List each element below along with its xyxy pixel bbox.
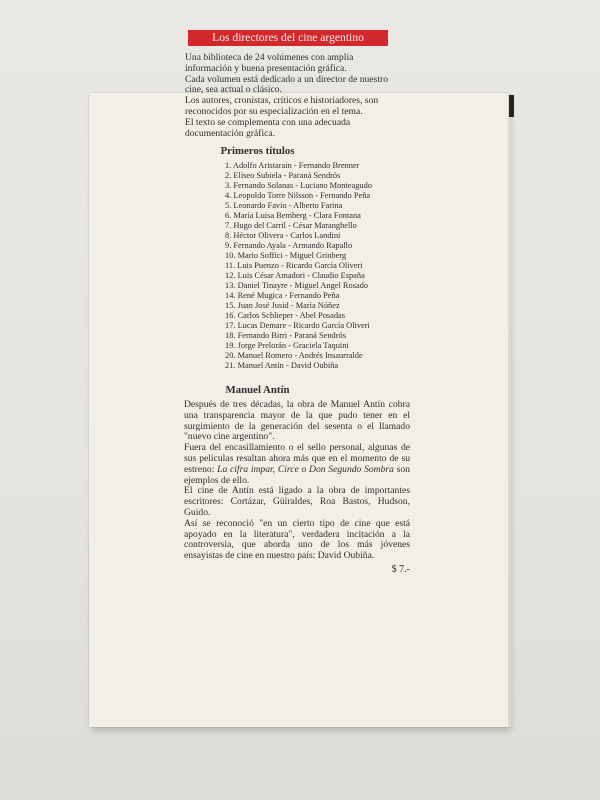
title-item: 9. Fernando Ayala - Armando Rapallo	[225, 241, 353, 251]
title-item: 16. Carlos Schlieper - Abel Posadas	[225, 311, 346, 321]
title-item: 14. René Mugica - Fernando Peña	[225, 291, 340, 301]
title-item: 20. Manuel Romero - Andrés Insaurralde	[225, 351, 363, 361]
body-paragraph: El cine de Antín está ligado a la obra de importantes escritores: Cortázar, Güiraldes, Roa Bastos, Hudson, Guido.	[184, 485, 410, 518]
title-item: 6. María Luisa Bemberg - Clara Fontana	[225, 211, 361, 221]
spine-mark	[509, 95, 514, 117]
intro-text	[185, 53, 400, 139]
title-item: 17. Lucas Demare - Ricardo García Oliveri	[225, 321, 370, 331]
title-item: 1. Adolfo Aristarain - Fernando Brenner	[225, 161, 360, 171]
body-paragraph: Así se reconoció "en un cierto tipo de cine que está apoyado en la literatura", verdadera incitación a la controversia, que aborda uno de los más jóvenes ensayistas de cine en nuestro país: David Oubiña.	[184, 517, 410, 562]
film-titles: La cifra impar, Circe o Don Segundo Sombra	[217, 463, 394, 475]
title-item: 18. Fernando Birri - Paraná Sendrós	[225, 331, 346, 341]
intro-paragraph: Cada volumen está dedicado a un director de nuestro cine, sea actual o clásico.	[185, 73, 388, 96]
body-paragraph: Después de tres décadas, la obra de Manuel Antín cobra una transparencia mayor de la que pudo tener en el surgimiento de la generación del sesenta o el llamado "nuevo cine argentino".	[184, 398, 410, 443]
title-item: 13. Daniel Tinayre - Miguel Angel Rosado	[225, 281, 369, 291]
title-item: 11. Luis Puenzo - Ricardo García Oliveri	[225, 261, 363, 271]
title-item: 2. Eliseo Subiela - Paraná Sendrós	[225, 171, 341, 181]
title-item: 7. Hugo del Carril - César Maranghello	[225, 221, 357, 231]
body-text-span: son ejemplos de ello.	[184, 463, 410, 486]
body-text-span: Fuera del encasillamiento o el sello personal, algunas de sus películas resaltan ahora más que en el momento de su estreno:	[184, 442, 410, 475]
intro-paragraph: Los autores, cronistas, críticos e historiadores, son reconocidos por su especialización en el tema.	[185, 95, 379, 117]
title-item: 3. Fernando Solanas - Luciano Monteagudo	[225, 181, 372, 191]
price-label: $ 7.-	[391, 563, 410, 575]
title-item: 4. Leopoldo Torre Nilsson - Fernando Peña	[225, 191, 371, 201]
title-item: 15. Juan José Jusid - María Núñez	[225, 301, 340, 311]
titles-list	[225, 161, 395, 371]
title-item: 12. Luis César Amadori - Claudio España	[225, 271, 365, 281]
title-item: 5. Leonardo Favio - Alberto Farina	[225, 201, 343, 211]
intro-paragraph: El texto se complementa con una adecuada documentación gráfica.	[185, 116, 351, 139]
intro-paragraph: Una biblioteca de 24 volúmenes con amplia información y buena presentación gráfica.	[185, 52, 354, 74]
title-item: 19. Jorge Prelorán - Graciela Taquini	[225, 341, 349, 351]
author-heading: Manuel Antín	[225, 384, 290, 397]
series-banner: Los directores del cine argentino	[188, 30, 388, 46]
body-paragraph	[184, 443, 410, 486]
title-item: 21. Manuel Antín - David Oubiña	[225, 361, 339, 371]
book-page-edge	[508, 93, 511, 727]
author-description	[184, 400, 410, 562]
titles-heading: Primeros títulos	[220, 145, 295, 158]
title-item: 8. Héctor Olivera - Carlos Landini	[225, 231, 341, 241]
title-item: 10. Mario Soffici - Miguel Grinberg	[225, 251, 347, 261]
cover-content	[95, 30, 420, 576]
